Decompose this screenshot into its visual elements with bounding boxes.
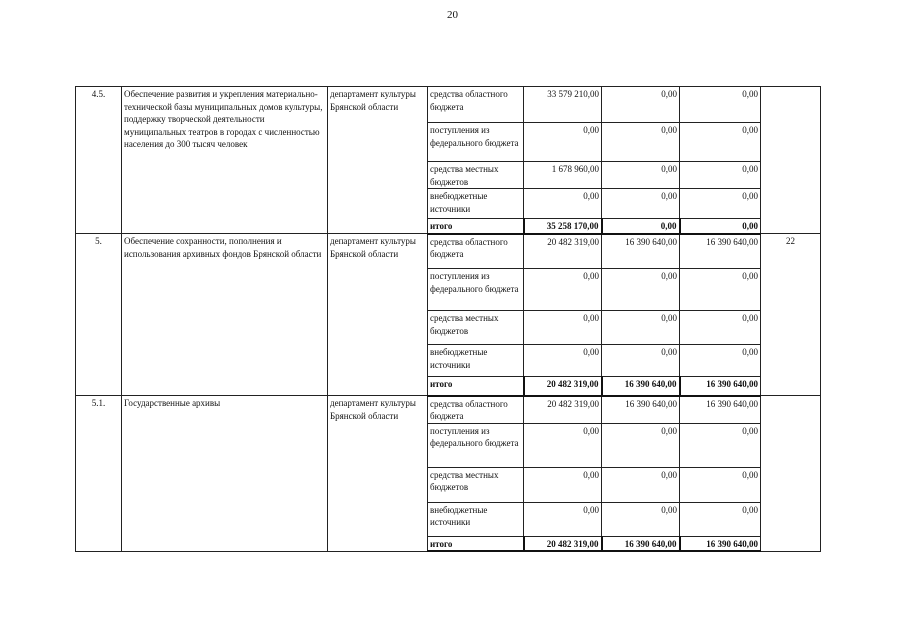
amount-year-3: 0,00 bbox=[680, 502, 761, 536]
amount-year-3: 0,00 bbox=[680, 87, 761, 123]
section-number: 5.1. bbox=[76, 396, 122, 552]
amount-year-1: 33 579 210,00 bbox=[524, 87, 602, 123]
amount-year-3: 0,00 bbox=[680, 189, 761, 219]
amount-year-3: 16 390 640,00 bbox=[680, 536, 761, 551]
section-executor: департамент культуры Брянской области bbox=[328, 234, 428, 396]
source-label: внебюджетные источники bbox=[428, 189, 524, 219]
source-label: поступления из федерального бюджета bbox=[428, 269, 524, 311]
amount-year-1: 35 258 170,00 bbox=[524, 219, 602, 234]
amount-year-3: 0,00 bbox=[680, 467, 761, 502]
amount-year-2: 0,00 bbox=[602, 502, 680, 536]
indicator-ref bbox=[761, 87, 821, 234]
amount-year-2: 16 390 640,00 bbox=[602, 536, 680, 551]
amount-year-1: 0,00 bbox=[524, 269, 602, 311]
section-name: Государственные архивы bbox=[122, 396, 328, 552]
source-label: средства областного бюджета bbox=[428, 396, 524, 424]
section-executor: департамент культуры Брянской области bbox=[328, 87, 428, 234]
amount-year-3: 0,00 bbox=[680, 123, 761, 162]
section-number: 4.5. bbox=[76, 87, 122, 234]
source-label: внебюджетные источники bbox=[428, 502, 524, 536]
indicator-ref bbox=[761, 396, 821, 552]
amount-year-1: 0,00 bbox=[524, 502, 602, 536]
amount-year-2: 0,00 bbox=[602, 467, 680, 502]
amount-year-2: 0,00 bbox=[602, 269, 680, 311]
amount-year-1: 20 482 319,00 bbox=[524, 536, 602, 551]
source-label: поступления из федерального бюджета bbox=[428, 123, 524, 162]
amount-year-3: 16 390 640,00 bbox=[680, 234, 761, 269]
amount-year-2: 0,00 bbox=[602, 219, 680, 234]
table-row bbox=[76, 396, 821, 424]
amount-year-2: 0,00 bbox=[602, 423, 680, 467]
amount-year-1: 20 482 319,00 bbox=[524, 377, 602, 396]
source-label: средства областного бюджета bbox=[428, 234, 524, 269]
source-label: итого bbox=[428, 536, 524, 551]
source-label: средства местных бюджетов bbox=[428, 467, 524, 502]
amount-year-2: 0,00 bbox=[602, 87, 680, 123]
amount-year-1: 20 482 319,00 bbox=[524, 396, 602, 424]
amount-year-2: 16 390 640,00 bbox=[602, 234, 680, 269]
amount-year-1: 0,00 bbox=[524, 467, 602, 502]
table-row bbox=[76, 234, 821, 269]
section-name: Обеспечение развития и укрепления материально-технической базы муниципальных домов культуры, поддержку творческой деятельности муниципальных театров в городах с численностью населения до 300 тысяч человек bbox=[122, 87, 328, 234]
amount-year-1: 0,00 bbox=[524, 345, 602, 377]
amount-year-1: 0,00 bbox=[524, 123, 602, 162]
amount-year-3: 0,00 bbox=[680, 162, 761, 189]
amount-year-2: 0,00 bbox=[602, 345, 680, 377]
amount-year-3: 0,00 bbox=[680, 219, 761, 234]
amount-year-2: 16 390 640,00 bbox=[602, 377, 680, 396]
source-label: внебюджетные источники bbox=[428, 345, 524, 377]
amount-year-1: 20 482 319,00 bbox=[524, 234, 602, 269]
amount-year-3: 16 390 640,00 bbox=[680, 396, 761, 424]
amount-year-1: 0,00 bbox=[524, 423, 602, 467]
section-name: Обеспечение сохранности, пополнения и использования архивных фондов Брянской области bbox=[122, 234, 328, 396]
source-label: средства областного бюджета bbox=[428, 87, 524, 123]
amount-year-3: 16 390 640,00 bbox=[680, 377, 761, 396]
amount-year-3: 0,00 bbox=[680, 269, 761, 311]
budget-table bbox=[75, 86, 821, 552]
amount-year-3: 0,00 bbox=[680, 345, 761, 377]
source-label: поступления из федерального бюджета bbox=[428, 423, 524, 467]
source-label: итого bbox=[428, 377, 524, 396]
section-number: 5. bbox=[76, 234, 122, 396]
amount-year-2: 0,00 bbox=[602, 123, 680, 162]
amount-year-2: 0,00 bbox=[602, 189, 680, 219]
source-label: средства местных бюджетов bbox=[428, 162, 524, 189]
table-row bbox=[76, 87, 821, 123]
indicator-ref: 22 bbox=[761, 234, 821, 396]
amount-year-2: 0,00 bbox=[602, 162, 680, 189]
amount-year-1: 0,00 bbox=[524, 311, 602, 345]
source-label: средства местных бюджетов bbox=[428, 311, 524, 345]
amount-year-1: 0,00 bbox=[524, 189, 602, 219]
amount-year-3: 0,00 bbox=[680, 311, 761, 345]
source-label: итого bbox=[428, 219, 524, 234]
amount-year-2: 0,00 bbox=[602, 311, 680, 345]
amount-year-2: 16 390 640,00 bbox=[602, 396, 680, 424]
amount-year-3: 0,00 bbox=[680, 423, 761, 467]
amount-year-1: 1 678 960,00 bbox=[524, 162, 602, 189]
page-number: 20 bbox=[447, 9, 458, 21]
section-executor: департамент культуры Брянской области bbox=[328, 396, 428, 552]
